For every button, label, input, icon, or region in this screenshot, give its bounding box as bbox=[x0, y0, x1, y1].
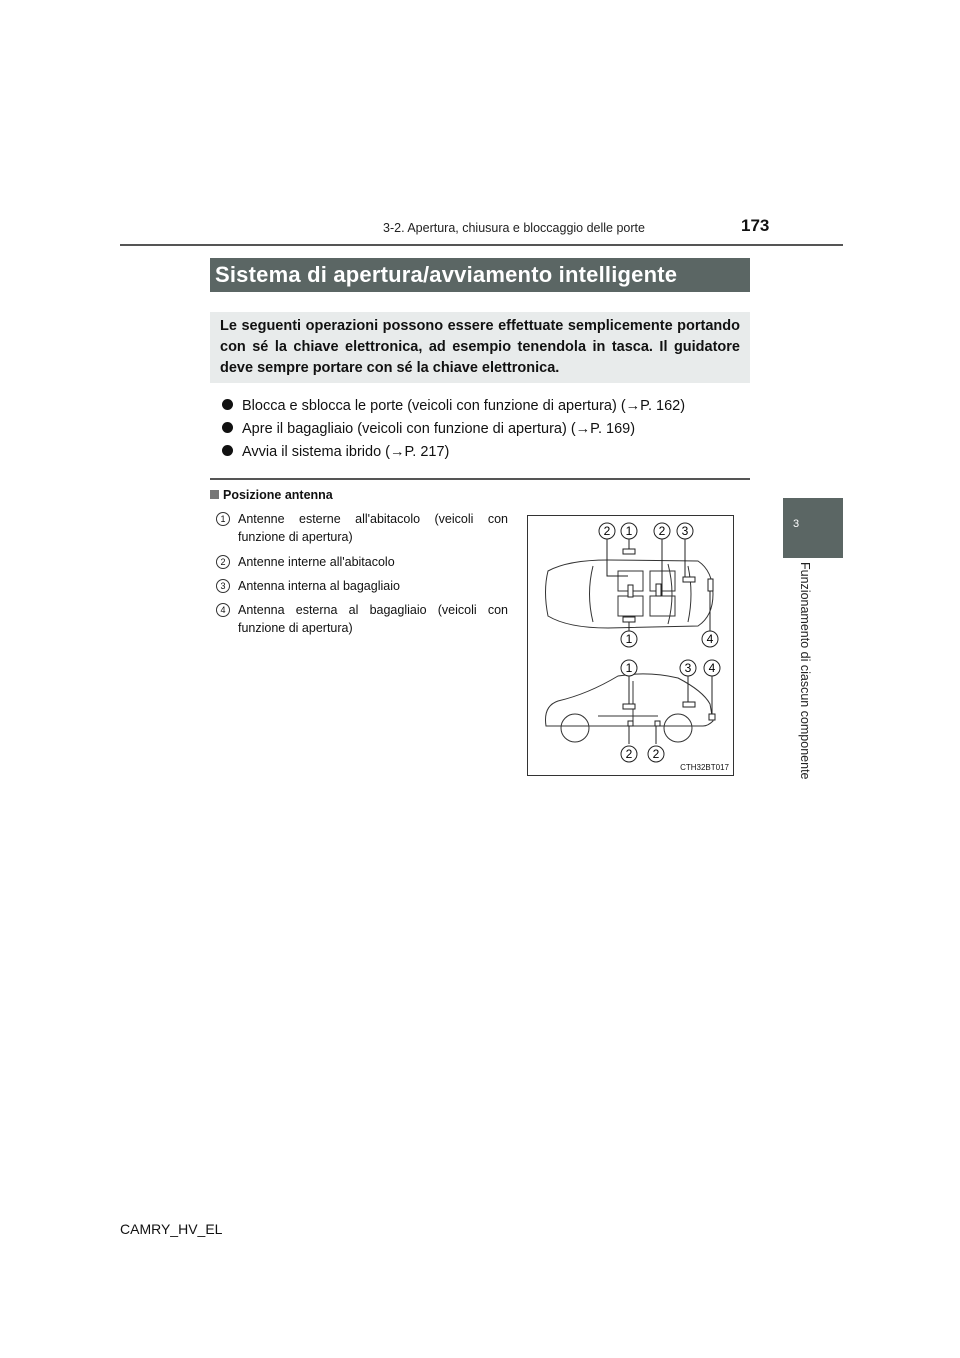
page-title: Sistema di apertura/avviamento intelligente bbox=[215, 262, 678, 287]
number-circle-icon: 3 bbox=[216, 579, 230, 593]
bullet-text: Avvia il sistema ibrido (→P. 217) bbox=[242, 444, 450, 460]
list-item bbox=[216, 601, 508, 637]
figure-code: CTH32BT017 bbox=[680, 763, 729, 772]
bullet-item bbox=[222, 398, 685, 414]
header-divider bbox=[120, 244, 843, 246]
chapter-number: 3 bbox=[793, 518, 800, 530]
svg-text:1: 1 bbox=[625, 661, 633, 675]
title-bar bbox=[210, 258, 750, 292]
svg-text:4: 4 bbox=[706, 632, 714, 646]
callout-marker bbox=[680, 660, 696, 676]
subsection-title: Posizione antenna bbox=[223, 488, 333, 502]
callout-marker bbox=[621, 660, 637, 676]
svg-text:1: 1 bbox=[625, 524, 633, 538]
bullet-icon bbox=[222, 422, 233, 433]
number-circle-icon: 2 bbox=[216, 555, 230, 569]
bullet-icon bbox=[222, 399, 233, 410]
callout-marker bbox=[599, 523, 615, 539]
bullet-item bbox=[222, 421, 635, 437]
bullet-text: Blocca e sblocca le porte (veicoli con funzione di apertura) (→P. 162) bbox=[242, 398, 686, 414]
list-item bbox=[216, 553, 508, 571]
callout-marker bbox=[621, 746, 637, 762]
bullet-item bbox=[222, 444, 449, 460]
chapter-tab bbox=[783, 498, 843, 558]
list-item-text: Antenna esterna al bagagliaio (veicoli con funzione di apertura) bbox=[238, 603, 508, 635]
list-item-text: Antenna interna al bagagliaio bbox=[238, 579, 400, 593]
antenna-diagram bbox=[527, 515, 734, 776]
footer-model-code: CAMRY_HV_EL bbox=[120, 1221, 223, 1237]
intro-box bbox=[210, 312, 750, 383]
number-circle-icon: 1 bbox=[216, 512, 230, 526]
square-bullet-icon bbox=[210, 490, 219, 499]
callout-marker bbox=[648, 746, 664, 762]
svg-text:3: 3 bbox=[681, 524, 689, 538]
callout-marker bbox=[621, 631, 637, 647]
svg-text:3: 3 bbox=[684, 661, 692, 675]
svg-text:1: 1 bbox=[625, 632, 633, 646]
svg-text:2: 2 bbox=[652, 747, 660, 761]
chapter-label: Funzionamento di ciascun componente bbox=[798, 562, 812, 780]
list-item-text: Antenne esterne all'abitacolo (veicoli con funzione di apertura) bbox=[238, 512, 508, 544]
callout-marker bbox=[704, 660, 720, 676]
list-item-text: Antenne interne all'abitacolo bbox=[238, 555, 395, 569]
car-illustration bbox=[528, 516, 733, 775]
bullet-text: Apre il bagagliaio (veicoli con funzione di apertura) (→P. 169) bbox=[242, 421, 636, 437]
svg-text:4: 4 bbox=[708, 661, 716, 675]
subsection-heading bbox=[210, 488, 333, 502]
page-number: 173 bbox=[741, 216, 770, 235]
callout-marker bbox=[702, 631, 718, 647]
list-item bbox=[216, 510, 508, 546]
number-circle-icon: 4 bbox=[216, 603, 230, 617]
bullet-icon bbox=[222, 445, 233, 456]
callout-marker bbox=[677, 523, 693, 539]
section-divider bbox=[210, 478, 750, 480]
svg-text:2: 2 bbox=[603, 524, 611, 538]
callout-marker bbox=[654, 523, 670, 539]
section-header: 3-2. Apertura, chiusura e bloccaggio delle porte bbox=[383, 221, 645, 235]
svg-text:2: 2 bbox=[658, 524, 666, 538]
callout-marker bbox=[621, 523, 637, 539]
list-item bbox=[216, 577, 508, 595]
intro-text: Le seguenti operazioni possono essere effettuate semplicemente portando con sé la chiave elettronica, ad esempio tenendola in tasca. Il guidatore deve sempre portare con sé la chiave elettronica. bbox=[220, 318, 740, 376]
svg-text:2: 2 bbox=[625, 747, 633, 761]
